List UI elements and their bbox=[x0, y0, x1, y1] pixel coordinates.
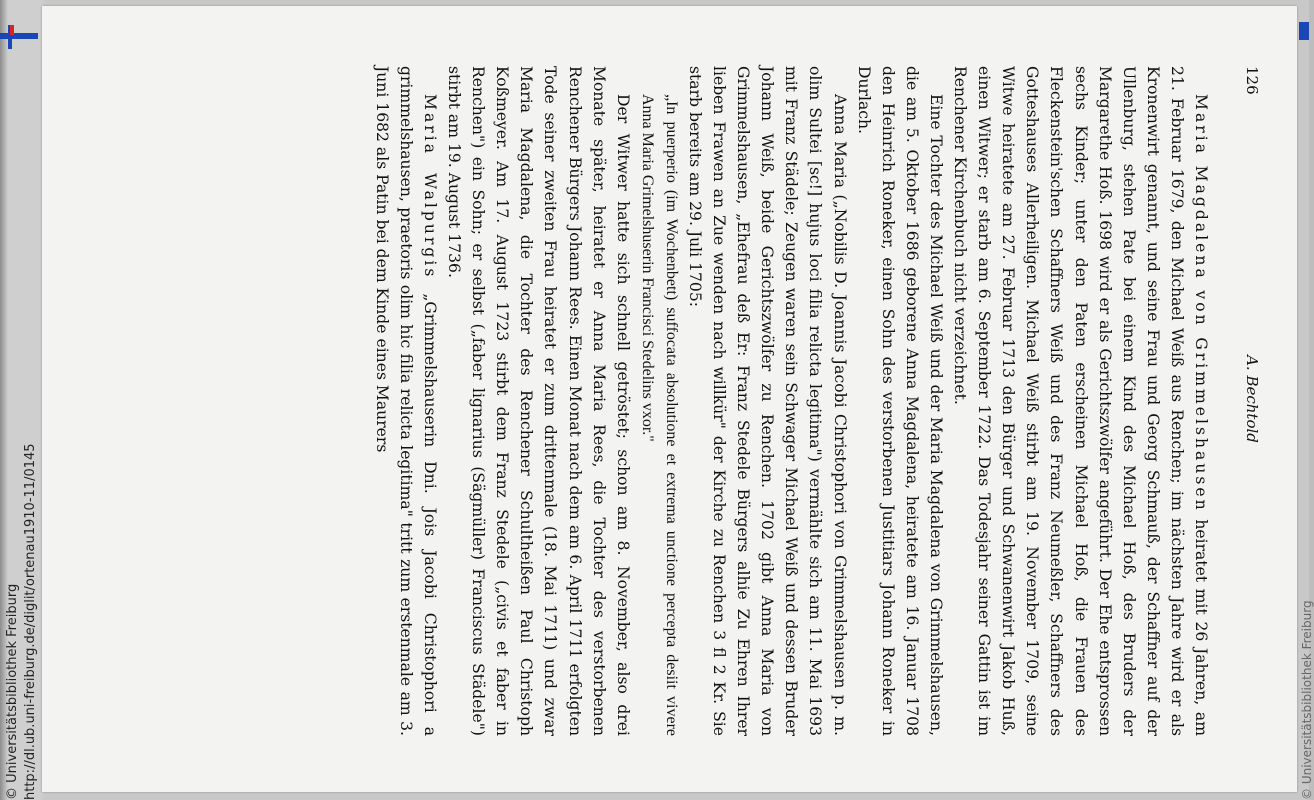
paragraph-2: Eine Tochter des Michael Weiß und der Maria Magdalena von Grimmelshausen, die am 5. Oktober 1686 geborene Anna Magdalena, heiratete am 16. Januar 1708 den Heinrich Roneker, einen Sohn des verstorbenen Justitiars Johann Roneker in Durlach. bbox=[854, 66, 945, 736]
paragraph-5-lead: Maria Walpurgis bbox=[421, 94, 439, 280]
scan-calibration-mark-right bbox=[1299, 22, 1309, 40]
body-text bbox=[370, 66, 1213, 736]
running-title: A. Bechtold bbox=[1243, 355, 1261, 443]
source-url[interactable]: http://dl.ub.uni-freiburg.de/diglit/ortenau1910-11/0145 bbox=[23, 443, 38, 800]
scan-calibration-mark-left bbox=[0, 25, 38, 49]
paragraph-1 bbox=[948, 66, 1213, 736]
running-head bbox=[1231, 66, 1261, 732]
scanned-page bbox=[42, 6, 1297, 792]
copyright-notice: © Universitätsbibliothek Freiburg bbox=[5, 583, 20, 800]
paragraph-3: Anna Maria („Nobilis D. Joannis Jacobi Christophori von Grimmelshausen p. m. olim Sultei [sc!] hujus loci filia relicta legitima") vermählte sich am 11. Mai 1693 mit Franz Städele; Zeugen waren sein Schwager Michael Weiß und dessen Bruder Johann Weiß, beide Gerichtszwölfer zu Renchen. 1702 gibt Anna Maria von Grimmelshausen, „Ehefrau deß Er: Franz Stedele Bürgers alhie Zu Ehren Ihrer lieben Frawen an Zue wenden nach willkür" der Kirche zu Renchen 3 fl 2 Kr. Sie starb bereits am 29. Juli 1705: bbox=[686, 66, 849, 736]
paragraph-1-text: heiratet mit 26 Jahren, am 21. Februar 1679, den Michael Weiß aus Renchen; im nächsten Jahre wird er als Kronenwirt genannt, und seine Frau und Georg Schmauß, der Schaffner auf der Ullenburg, stehen Pate bei einem Kind des Michael Hoß, des Bruders der Margarethe Hoß. 1698 wird er als Gerichtszwölfer angeführt. Der Ehe entsprossen sechs Kinder; unter den Paten erscheinen Michael Hoß, die Frauen des Fleckenstein'schen Schaffners Weiß und des Franz Neumeßler, Schaffners des Gotteshauses Allerheiligen. Michael Weiß stirbt am 19. November 1709, seine Witwe heiratete am 27. Februar 1713 den Bürger und Schwanenwirt Jakob Huß, einen Witwer; er starb am 6. September 1722. Das Todesjahr seiner Gattin ist im Renchener Kirchenbuch nicht verzeichnet. bbox=[951, 66, 1210, 737]
paragraph-5 bbox=[370, 66, 442, 736]
latin-quote: „In puerperio (im Wochenbett) suffocata absolutione et extrema unctione percepta desiit vivere Anna Maria Grimelshuserin Francisci Stedelins vxor." bbox=[638, 94, 680, 736]
paragraph-4: Der Witwer hatte sich schnell getröstet; schon am 8. November, also drei Monate später, heiratet er Anna Maria Rees, die Tochter des verstorbenen Renchener Bürgers Johann Rees. Einen Monat nach dem am 6. April 1711 erfolgten Tode seiner zweiten Frau heiratet er zum drittenmale (18. Mai 1711) und zwar Maria Magdalena, die Tochter des Renchener Schultheißen Paul Christoph Koßmeyer. Am 17. August 1723 stirbt dem Franz Stedele („civis et faber in Renchen") ein Sohn; er selbst („faber lignarius (Sägmüller) Franciscus Städele") stirbt am 19. August 1736. bbox=[445, 66, 632, 736]
page-number: 126 bbox=[1243, 66, 1261, 95]
paragraph-1-lead: Maria Magdalena von Grimmelshausen bbox=[1192, 94, 1210, 513]
copyright-notice-right: © Universitätsbibliothek Freiburg bbox=[1300, 600, 1314, 800]
paragraph-5-text: „Grimmelshauserin Dni. Jois Jacobi Christophori a grimmelshausen, praetoris olim hic filia relicta legitima" tritt zum erstenmale am 3. Juni 1682 als Patin bei dem Kinde eines Maurers bbox=[372, 66, 439, 736]
page-content-rotated bbox=[42, 6, 1297, 792]
